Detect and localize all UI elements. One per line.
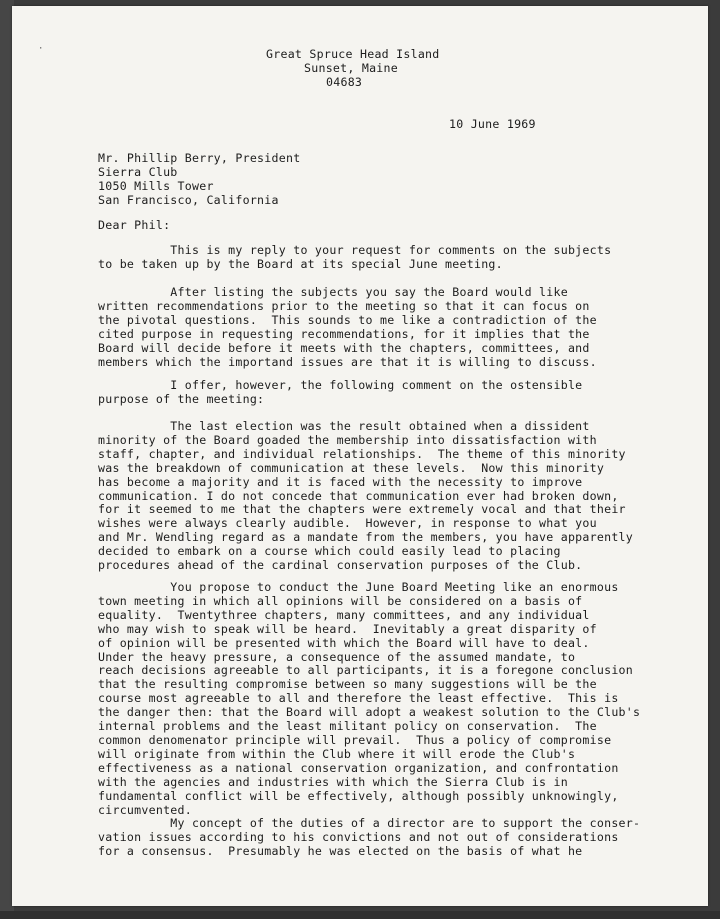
letterhead-address [266, 48, 440, 90]
salutation: Dear Phil: [98, 218, 171, 232]
paragraph-4: The last election was the result obtained when a dissident minority of the Board goaded the membership into dissatisfaction with staff, chapter, and individual relationships. The theme of this minority was the breakdown of communication at these levels. Now this minority has become a majority and it is faced with the necessity to improve communication. I do not concede that communication ever had broken down, for it seemed to me that the chapters were extremely vocal and that their wishes were always clearly audible. However, in response to what you and Mr. Wendling regard as a mandate from the members, you have apparently decided to embark on a course which could easily lead to placing procedures ahead of the cardinal conservation purposes of the Club. [98, 419, 634, 573]
paper-speck: · [38, 44, 44, 54]
recipient-line-2: Sierra Club [98, 164, 178, 179]
paragraph-2: After listing the subjects you say the Board would like written recommendations prior to the meeting so that it can focus on the pivotal questions. This sounds to me like a contradiction of the cited purpose in requesting recommendations, for it implies that the Board will decide before it meets with the chapters, committees, and members which the importand issues are that it is willing to discuss. [98, 285, 597, 369]
letter-date: 10 June 1969 [449, 117, 536, 131]
letterhead-line-2: Sunset, Maine [304, 60, 398, 75]
letterhead-line-1: Great Spruce Head Island [266, 47, 440, 61]
recipient-line-4: San Francisco, California [98, 192, 279, 207]
letterhead-line-3: 04683 [326, 74, 363, 89]
paragraph-3: I offer, however, the following comment on the ostensible purpose of the meeting: [98, 378, 583, 406]
recipient-line-1: Mr. Phillip Berry, President [98, 151, 301, 165]
scan-edge-bottom [0, 911, 720, 919]
paragraph-1: This is my reply to your request for comments on the subjects to be taken up by the Board at its special June meeting. [98, 243, 612, 271]
recipient-line-3: 1050 Mills Tower [98, 178, 214, 193]
letter-page [12, 6, 708, 906]
recipient-address [98, 152, 300, 208]
paragraph-6: My concept of the duties of a director are to support the conser- vation issues according to his convictions and not out of considerations for a consensus. Presumably he was elected on the basis of what he [98, 816, 641, 858]
paragraph-5: You propose to conduct the June Board Meeting like an enormous town meeting in which all opinions will be considered on a basis of equality. Twentythree chapters, many committees, and any individual who may wish to speak will be heard. Inevitably a great disparity of of opinion will be presented with which the Board will have to deal. Under the heavy pressure, a consequence of the assumed mandate, to reach decisions agreeable to all participants, it is a foregone conclusion that the resulting compromise between so many suggestions will be the course most agreeable to all and therefore the least effective. This is the danger then: that the Board will adopt a weakest solution to the Club's internal problems and the least militant policy on conservation. The common denomenator principle will prevail. Thus a policy of compromise will originate from within the Club where it will erode the Club's effectiveness as a national conservation organization, and confrontation with the agencies and industries with which the Sierra Club is in fundamental conflict will be effectively, although possibly unknowingly, circumvented. [98, 580, 641, 817]
